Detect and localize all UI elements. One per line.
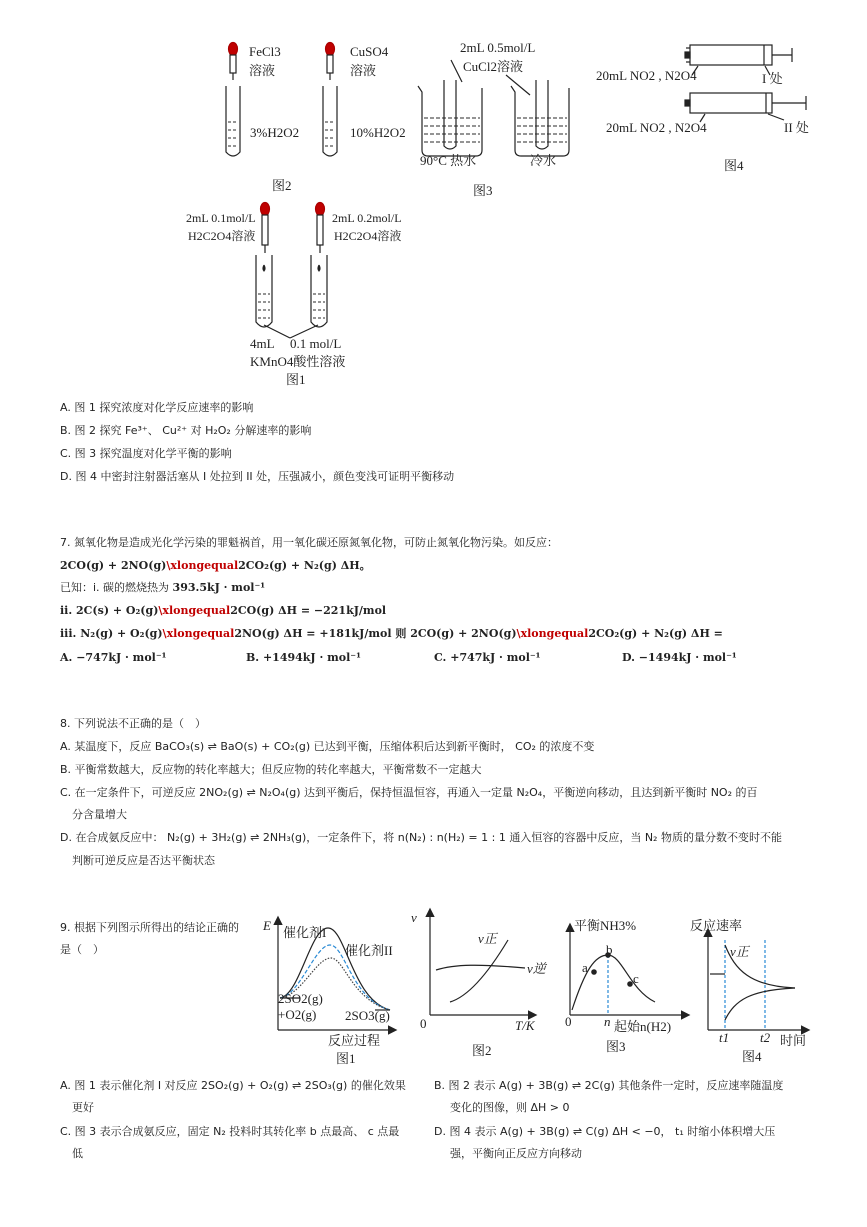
fig1-left-apparatus [256, 203, 272, 328]
fig1-bottom-kmno4: KMnO4酸性溶液 [250, 354, 346, 369]
q9-option-c-line1[interactable]: C. 图 3 表示合成氨反应，固定 N₂ 投料时其转化率 b 点最高、 c 点最 [60, 1125, 400, 1138]
q8-stem: 8. 下列说法不正确的是（ ） [60, 717, 206, 730]
q8-option-c-line2[interactable]: 分含量增大 [72, 808, 127, 821]
fig1-right-line2: H2C2O4溶液 [334, 229, 402, 243]
q7-known-iii-arrow: \xlongequal [162, 627, 235, 640]
fig4-caption: 图4 [724, 158, 744, 173]
q6-option-c[interactable]: C. 图 3 探究温度对化学平衡的影响 [60, 447, 232, 460]
q6-option-d[interactable]: D. 图 4 中密封注射器活塞从 I 处拉到 II 处，压强减小，颜色变浅可证明平衡移动 [60, 470, 455, 483]
fig3-label-line2: CuCl2溶液 [463, 59, 523, 74]
g3-origin: 0 [565, 1014, 572, 1029]
fig1-left-line1: 2mL 0.1mol/L [186, 211, 256, 225]
q8-option-b[interactable]: B. 平衡常数越大，反应物的转化率越大；但反应物的转化率越大，平衡常数不一定越大 [60, 763, 482, 776]
fig2-reagent2-sub: 溶液 [350, 63, 377, 78]
apparatus-drawings [0, 0, 867, 400]
g1-prod: 2SO3(g) [345, 1008, 390, 1023]
q9-option-b-line1[interactable]: B. 图 2 表示 A(g) + 3B(g) ⇌ 2C(g) 其他条件一定时，反应速率随温度 [434, 1079, 784, 1092]
fig1-bottom-4ml: 4mL [250, 336, 275, 351]
g2-ylabel: v [411, 910, 417, 925]
q7-known-iii [60, 626, 723, 642]
q9-option-b-line2[interactable]: 变化的图像，则 ΔH > 0 [450, 1101, 570, 1114]
q7-option-d[interactable]: D. −1494kJ · mol⁻¹ [622, 651, 737, 664]
q7-eq-arrow: \xlongequal [166, 559, 239, 572]
g3-xlabel: 起始n(H2) [614, 1019, 672, 1034]
q8-option-c-line1[interactable]: C. 在一定条件下，可逆反应 2NO₂(g) ⇌ N₂O₄(g) 达到平衡后，保持恒温恒容，再通入一定量 N₂O₄，平衡逆向移动，且达到新平衡时 NO₂ 的百 [60, 786, 758, 799]
fig2-reagent2: CuSO4 [350, 44, 389, 59]
q7-known-ii-arrow: \xlongequal [158, 604, 231, 617]
g3-caption: 图3 [606, 1039, 626, 1054]
q6-option-b[interactable]: B. 图 2 探究 Fe³⁺、 Cu²⁺ 对 H₂O₂ 分解速率的影响 [60, 424, 312, 437]
g1-cat1: 催化剂I [283, 925, 327, 940]
q7-option-c[interactable]: C. +747kJ · mol⁻¹ [434, 651, 541, 664]
fig3-cold-label: 冷水 [530, 153, 557, 168]
q9-option-c-line2[interactable]: 低 [72, 1147, 83, 1160]
q7-known-ii [60, 603, 386, 619]
g3-n: n [604, 1014, 611, 1029]
q7-stem: 7. 氮氧化物是造成光化学污染的罪魁祸首，用一氧化碳还原氮氧化物，可防止氮氧化物污染。如反应： [60, 536, 558, 549]
graph2-rate-temp [430, 910, 535, 1015]
q7-known-i-text: 已知：i. 碳的燃烧热为 [60, 581, 173, 594]
q7-eq-left: 2CO(g) + 2NO(g) [60, 559, 167, 572]
q7-known-iii-right: 2CO₂(g) + N₂(g) ΔH = [588, 627, 723, 640]
g1-xlabel: 反应过程 [328, 1033, 381, 1048]
fig3-hot-label: 90°C 热水 [420, 153, 477, 168]
q9-option-a-line2[interactable]: 更好 [72, 1101, 94, 1114]
q9-option-a-line1[interactable]: A. 图 1 表示催化剂 I 对反应 2SO₂(g) + O₂(g) ⇌ 2SO₃(g) 的催化效果 [60, 1079, 406, 1092]
fig1-caption: 图1 [286, 372, 306, 387]
g2-vzheng: v正 [478, 931, 497, 946]
fig4-pos1: I 处 [762, 71, 783, 86]
q7-eq-right: 2CO₂(g) + N₂(g) ΔH。 [238, 559, 371, 572]
q7-known-iii-mid: 2NO(g) ΔH = +181kJ/mol 则 2CO(g) + 2NO(g) [234, 627, 517, 640]
q7-known-i-value: 393.5kJ · mol⁻¹ [172, 581, 266, 594]
q6-option-a[interactable]: A. 图 1 探究浓度对化学反应速率的影响 [60, 401, 254, 414]
q9-stem-line2: 是（ ） [60, 943, 104, 956]
g1-ylabel: E [263, 918, 271, 933]
q8-option-d-line1[interactable]: D. 在合成氨反应中： N₂(g) + 3H₂(g) ⇌ 2NH₃(g)，一定条件下，将 n(N₂) : n(H₂) = 1 : 1 通入恒容的容器中反应，当 N₂ 物质的量分数不变时不能 [60, 831, 782, 844]
g4-t2: t2 [760, 1030, 771, 1045]
fig2-reagent1-sub: 溶液 [249, 63, 276, 78]
q7-known-iii-left: iii. N₂(g) + O₂(g) [60, 627, 163, 640]
g2-vni: v逆 [527, 961, 546, 976]
g2-origin: 0 [420, 1016, 427, 1031]
fig2-left-apparatus [226, 43, 240, 157]
q8-option-a[interactable]: A. 某温度下，反应 BaCO₃(s) ⇌ BaO(s) + CO₂(g) 已达到平衡，压缩体积后达到新平衡时， CO₂ 的浓度不变 [60, 740, 595, 753]
g4-xlabel: 时间 [780, 1033, 807, 1048]
g1-caption: 图1 [336, 1051, 356, 1066]
fig3-cold-beaker [506, 75, 569, 156]
q9-option-d-line2[interactable]: 强，平衡向正反应方向移动 [450, 1147, 582, 1160]
fig1-bottom-conc: 0.1 mol/L [290, 336, 342, 351]
q7-main-equation [60, 558, 371, 574]
q7-known-i [60, 580, 265, 596]
g2-xlabel: T/K [515, 1018, 535, 1033]
fig1-right-line1: 2mL 0.2mol/L [332, 211, 402, 225]
fig3-caption: 图3 [473, 183, 493, 198]
g4-vzheng: v正 [730, 944, 749, 959]
g3-ylabel: 平衡NH3% [574, 918, 637, 933]
fig2-reagent1: FeCl3 [249, 44, 281, 59]
fig1-right-apparatus [264, 203, 327, 339]
q9-stem-line1: 9. 根据下列图示所得出的结论正确的 [60, 921, 239, 934]
g3-a: a [582, 960, 588, 975]
q7-known-ii-right: 2CO(g) ΔH = −221kJ/mol [230, 604, 387, 617]
fig4-label1: 20mL NO2 , N2O4 [596, 68, 697, 83]
g4-t1: t1 [719, 1030, 730, 1045]
fig4-label2: 20mL NO2 , N2O4 [606, 120, 707, 135]
q8-option-d-line2[interactable]: 判断可逆反应是否达平衡状态 [72, 854, 215, 867]
graph4-rate-time [708, 930, 808, 1030]
g2-caption: 图2 [472, 1043, 492, 1058]
g3-c: c [633, 971, 639, 986]
g4-ylabel: 反应速率 [690, 918, 743, 933]
q7-option-a[interactable]: A. −747kJ · mol⁻¹ [60, 651, 167, 664]
fig4-pos2: II 处 [784, 120, 809, 135]
g1-cat2: 催化剂II [345, 943, 393, 958]
g1-react2: +O2(g) [278, 1007, 317, 1022]
q9-option-d-line1[interactable]: D. 图 4 表示 A(g) + 3B(g) ⇌ C(g) ΔH < −0， t₁ 时缩小体积增大压 [434, 1125, 776, 1138]
fig2-caption: 图2 [272, 178, 292, 193]
q7-known-ii-left: ii. 2C(s) + O₂(g) [60, 604, 159, 617]
fig2-right-apparatus [323, 43, 337, 157]
g1-react1: 2SO2(g) [278, 991, 323, 1006]
fig2-tube2-label: 10%H2O2 [350, 125, 406, 140]
g3-b: b [606, 942, 613, 957]
q7-option-b[interactable]: B. +1494kJ · mol⁻¹ [246, 651, 361, 664]
q7-known-iii-arrow2: \xlongequal [516, 627, 589, 640]
g4-caption: 图4 [742, 1049, 762, 1064]
fig1-left-line2: H2C2O4溶液 [188, 229, 256, 243]
fig2-tube1-label: 3%H2O2 [250, 125, 300, 140]
fig3-label-line1: 2mL 0.5mol/L [460, 40, 536, 55]
